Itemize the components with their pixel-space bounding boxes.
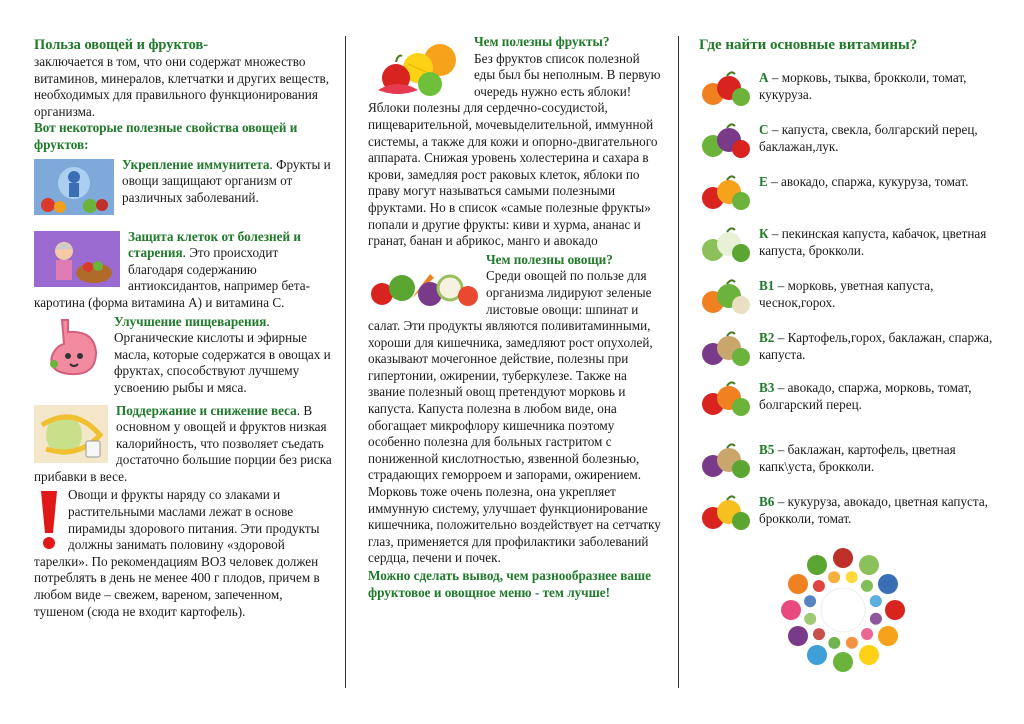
- vegetables-icon: [699, 330, 751, 368]
- cells-section: Защита клеток от болезней и старения. Это происходит благодаря содержанию антиоксидантов, например бета-каротина (форма витамина А) и витамина С.: [34, 228, 311, 310]
- vitamin-row: [699, 174, 1010, 212]
- vegetables-icon: [699, 494, 751, 532]
- vegetables-icon: [699, 174, 751, 212]
- conclusion-text: Можно сделать вывод, чем разнообразнее ваше фруктовое и овощное меню - тем лучше!: [368, 568, 652, 600]
- weight-title: Поддержание и снижение веса: [116, 402, 297, 418]
- stomach-icon: [34, 316, 106, 380]
- properties-heading: Вот некоторые полезные свойства овощей и фруктов:: [34, 120, 298, 152]
- vitamin-sources: – авокадо, спаржа, кукуруза, томат.: [767, 174, 969, 189]
- measuring-tape-image: [34, 405, 108, 463]
- fruits-section: [368, 34, 664, 250]
- vitamin-key: А: [759, 70, 769, 85]
- vitamin-row: [699, 380, 1010, 418]
- digestion-text: Органические кислоты и эфирные масла, которые содержатся в овощах и фруктах, способствуют лучшему усвоению рыбы и мяса.: [114, 330, 331, 395]
- vegetables-icon: [699, 278, 751, 316]
- digestion-section: Улучшение пищеварения. Органические кислоты и эфирные масла, которые содержатся в овощах и фруктах, способствуют лучшему усвоению рыбы и мяса.: [34, 314, 333, 397]
- vitamin-wheel-image: [775, 542, 911, 678]
- column-fruits-vegetables: [346, 0, 678, 724]
- vitamin-key: В6: [759, 494, 775, 509]
- vegetables-text: Среди овощей по пользе для организма лидируют зеленые листовые овощи: шпинат и салат. Эти продукты являются поливитаминными, хороши для кишечника, замедляют рост опухолей, оказывают мочегонное действие, полезны при гипертонии, ожирении, туберкулезе. Также на звание полезный овощ претендуют морковь и капуста. Капуста полезна в любом виде, она обогащает микрофлору кишечника поэтому особенно полезна для больных гастритом с пониженной кислотностью, язвенной болезнью, страдающих геморроем и запорами, ожирением. Морковь тоже очень полезна, она укрепляет иммунную систему, улучшает функционирование кишечника, положительно воздействует на сетчатку глаз, применяется для профилактики заболеваний сердца, печени и почек.: [368, 268, 661, 566]
- vegetables-icon: [699, 442, 751, 480]
- immunity-image: [34, 159, 114, 215]
- benefits-intro: заключается в том, что они содержат множество витаминов, минералов, клетчатки и других веществ, необходимых для правильного функционирования организма.: [34, 54, 329, 119]
- weight-section: Поддержание и снижение веса. В основном у овощей и фруктов низкая калорийность, что позволяет съедать достаточно большие порции без риска прибавки в весе.: [34, 402, 332, 484]
- weight-text: В основном у овощей и фруктов низкая калорийность, что позволяет съедать достаточно большие порции без риска прибавки в весе.: [34, 402, 332, 484]
- vitamin-key: В1: [759, 278, 775, 293]
- vegetables-section: [368, 252, 664, 567]
- immunity-section: Укрепление иммунитета. Фрукты и овощи защищают организм от различных заболеваний.: [34, 157, 333, 217]
- vitamin-sources: – пекинская капуста, кабачок, цветная капуста, брокколи.: [759, 226, 987, 258]
- vitamin-key: К: [759, 226, 769, 241]
- vitamin-key: Е: [759, 174, 768, 189]
- vitamin-sources: – баклажан, картофель, цветная капк\уста, брокколи.: [759, 442, 956, 474]
- pyramid-section: [34, 487, 333, 620]
- vitamin-row: [699, 330, 1010, 368]
- vitamin-row: [699, 226, 1010, 264]
- vitamin-row: [699, 494, 1010, 532]
- exclamation-icon: [36, 489, 62, 551]
- elderly-woman-image: [34, 231, 120, 287]
- vegetables-image: [368, 262, 480, 308]
- pyramid-text: Овощи и фрукты наряду со злаками и растительными маслами лежат в основе пирамиды здорового питания. Эти продукты должны занимать половину «здоровой тарелки». По рекомендациям ВОЗ человек должен потреблять в день не менее 400 г плодов, причем в любом виде – свежем, вареном, запеченном, тушеном (сюда не входит картофель).: [34, 487, 320, 619]
- vitamins-title: Где найти основные витамины?: [699, 37, 918, 53]
- vitamin-key: В3: [759, 380, 775, 395]
- fruits-title: Чем полезны фрукты?: [474, 34, 610, 49]
- fruits-image: [368, 38, 468, 100]
- vitamin-sources: – морковь, тыква, брокколи, томат, кукуруза.: [759, 70, 967, 102]
- vegetables-icon: [699, 70, 751, 108]
- vitamin-key: В2: [759, 330, 775, 345]
- vitamin-key: В5: [759, 442, 775, 457]
- vegetables-title: Чем полезны овощи?: [486, 251, 613, 267]
- vegetables-icon: [699, 380, 751, 418]
- benefits-title: Польза овощей и фруктов-: [34, 37, 209, 53]
- column-vitamins: [679, 0, 1024, 724]
- fruits-text: Без фруктов список полезной еды был бы неполным. В первую очередь нужно есть яблоки! Яблоки полезны для сердечно-сосудистой, пищеварительной, мочевыделительной, иммунной системы, а также для кожи и опорно-двигательного аппарата. Снижая уровень холестерина и сахара в крови, замедляя рост раковых клеток, яблоки по праву могут называться самыми полезными фруктами. Но в список «самые полезные фрукты» попали и другие фрукты: киви и хурма, ананас и гранат, банан и абрикос, манго и авокадо: [368, 50, 661, 249]
- vitamin-sources: – авокадо, спаржа, морковь, томат, болгарский перец.: [759, 380, 972, 412]
- vitamin-key: С: [759, 122, 769, 137]
- vitamin-sources: – Картофель,горох, баклажан, спаржа, капуста.: [759, 330, 993, 362]
- cells-text: Это происходит благодаря содержанию антиоксидантов, например бета-каротина (форма витамина А) и витамина С.: [34, 245, 311, 310]
- vitamin-sources: – морковь, уветная капуста, чеснок,горох.: [759, 278, 934, 310]
- vitamin-sources: – кукуруза, авокадо, цветная капуста, брокколи, томат.: [759, 494, 988, 526]
- immunity-title: Укрепление иммунитета: [122, 156, 270, 172]
- vitamin-row: [699, 70, 1010, 108]
- vitamin-row: [699, 278, 1010, 316]
- vitamin-row: [699, 122, 1010, 160]
- vitamins-list: [699, 70, 1010, 532]
- vegetables-icon: [699, 122, 751, 160]
- vegetables-icon: [699, 226, 751, 264]
- immunity-text: Фрукты и овощи защищают организм от различных заболеваний.: [122, 156, 331, 205]
- digestion-title: Улучшение пищеварения: [114, 313, 267, 329]
- column-benefits: [0, 0, 345, 724]
- vitamin-sources: – капуста, свекла, болгарский перец, баклажан,лук.: [759, 122, 978, 154]
- vitamin-row: [699, 442, 1010, 480]
- cells-title: Защита клеток от болезней и старения: [128, 228, 301, 261]
